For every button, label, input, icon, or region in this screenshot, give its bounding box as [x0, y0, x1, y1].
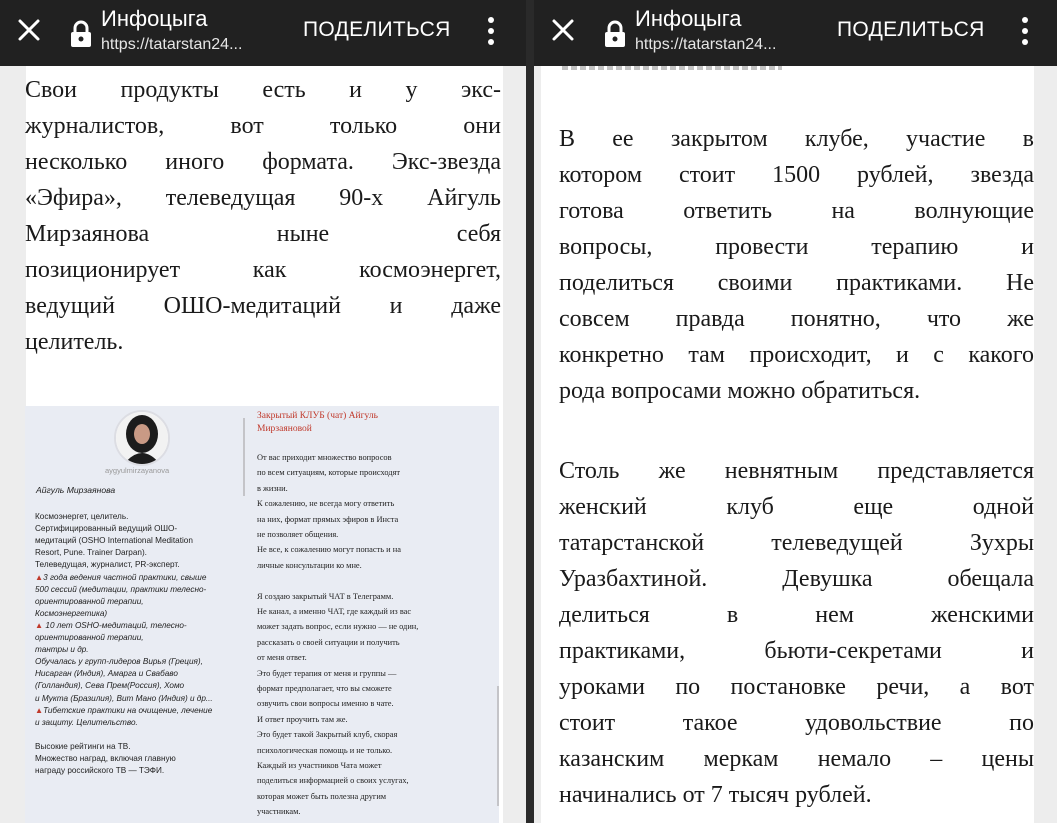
bio-line: Сертифицированный ведущий ОШО- [35, 524, 178, 534]
right-screen [534, 0, 1057, 823]
scrollbar [243, 418, 245, 496]
article-line: позиционирует как космоэнергет, [25, 257, 501, 283]
club-text-line: на них, формат прямых эфиров в Инста [257, 514, 399, 524]
club-text-line: Это будет терапия от меня и группы — [257, 668, 397, 678]
article-line: Мирзаянова ныне себя [25, 221, 501, 247]
username: aygyulmirzayanova [105, 466, 170, 475]
bio-line: Космоэнергетика) [35, 608, 108, 618]
article-line: женский клуб еще одной [559, 494, 1034, 520]
club-text-line: Не все, к сожалению могут попасть и на [257, 545, 401, 555]
lock-icon [602, 20, 628, 48]
browser-toolbar [0, 0, 526, 66]
article-line: ведущий ОШО-медитаций и даже [25, 293, 501, 319]
club-text-line: От вас приходит множество вопросов [257, 453, 392, 462]
bio-line: Нисарган (Индия), Амарга и Свабаво [35, 669, 178, 679]
close-icon[interactable] [548, 15, 578, 45]
club-text-line: озвучить свои вопросы именно в чате. [257, 699, 394, 709]
article-line: совсем правда понятно, что же [559, 306, 1034, 332]
site-url[interactable]: https://tatarstan24... [101, 36, 243, 53]
article-line: журналистов, вот только они [25, 113, 501, 139]
club-text-line: которая может быть полезна другим [257, 791, 387, 801]
article-line: делиться в нем женскими [559, 602, 1034, 628]
share-button[interactable]: ПОДЕЛИТЬСЯ [303, 18, 451, 41]
club-title-line: Закрытый КЛУБ (чат) Айгуль [257, 411, 378, 421]
bio-line: и защиту. Целительство. [35, 717, 138, 727]
club-text-line: участникам. [257, 807, 301, 817]
club-text-line: личные консультации ко мне. [257, 560, 362, 570]
club-text-line: в жизни. [257, 483, 288, 493]
page-margin-right [503, 66, 526, 823]
article-line: начинались от 7 тысяч рублей. [559, 782, 872, 808]
bio-line: Высокие рейтинги на ТВ. [35, 741, 131, 751]
club-text-line: по всем ситуациям, которые происходят [257, 468, 401, 478]
club-text-line: формат предполагает, что вы сможете [257, 684, 392, 693]
article-line: котором стоит 1500 рублей, звезда [559, 162, 1034, 188]
bio-line: Телеведущая, журналист, PR-эксперт. [35, 560, 180, 570]
avatar [114, 410, 170, 466]
article-line: Столь же невнятным представляется [559, 458, 1034, 484]
club-text-line: от меня ответ. [257, 653, 307, 663]
article-line: практиками, бьюти-секретами и [559, 638, 1034, 664]
site-title: Инфоцыга [635, 6, 742, 31]
article-line: несколько иного формата. Экс-звезда [25, 149, 501, 175]
club-text-line: Я создаю закрытый ЧАТ в Телеграмм. [257, 591, 394, 601]
article-line: В ее закрытом клубе, участие в [559, 126, 1034, 152]
club-text-line: Не канал, а именно ЧАТ, где каждый из вас [257, 607, 412, 616]
club-text-line: психологическая помощь и не только. [257, 745, 393, 755]
bio-line: и Мукта (Бразилия), Вит Мано (Индия) и др... [35, 693, 213, 703]
club-text-line: поделиться информацией о своих услугах, [257, 776, 409, 786]
article-line: «Эфира», телеведущая 90-х Айгуль [25, 185, 501, 211]
article-line: казанским меркам немало – цены [559, 746, 1034, 772]
club-title-line: Мирзаяновой [257, 424, 312, 434]
article-line: стоит такое удовольствие по [559, 710, 1034, 736]
site-url[interactable]: https://tatarstan24... [635, 36, 777, 53]
bio-line: Обучалась у групп-лидеров Вирья (Греция), [35, 657, 203, 667]
article-line: Уразбахтиной. Девушка обещала [559, 566, 1034, 592]
lock-icon [68, 20, 94, 48]
cut-off-text [562, 66, 782, 70]
club-text-line: И ответ проучить там же. [257, 714, 348, 724]
bio-line: Resort, Pune. Trainer Darpan). [35, 548, 147, 558]
screen-divider [526, 0, 534, 823]
bio-line: ▲3 года ведения частной практики, свыше [35, 572, 207, 582]
article-line: уроками по постановке речи, а вот [559, 674, 1034, 700]
article-line: рода вопросами можно обратиться. [559, 378, 921, 404]
club-text-line: К сожалению, не всегда могу ответить [257, 499, 395, 509]
club-text-line: может задать вопрос, если нужно — не один, [257, 622, 419, 632]
bio-line: ориентированной терапии, [35, 633, 144, 642]
profile-name: Айгуль Мирзаянова [36, 485, 116, 495]
article-line: татарстанской телеведущей Зухры [559, 530, 1034, 556]
bio-line: Космоэнергет, целитель. [35, 512, 129, 521]
share-button[interactable]: ПОДЕЛИТЬСЯ [837, 18, 985, 41]
embedded-screenshot [25, 406, 499, 823]
bio-line: (Голландия), Сева Прем(Россия), Хомо [35, 681, 185, 691]
bio-line: ▲Тибетские практики на очищение, лечение [35, 705, 213, 715]
article-line: готова ответить на волнующие [559, 198, 1034, 224]
club-text-line: не позволяет общения. [257, 530, 339, 539]
club-text-line: Это будет такой Закрытый клуб, скорая [257, 730, 398, 740]
club-text-line: рассказать о своей ситуации и получить [257, 637, 400, 647]
browser-toolbar [534, 0, 1057, 66]
page-margin-left [0, 66, 26, 823]
article-line: конкретно там происходит, и с какого [559, 342, 1034, 368]
bio-line: медитаций (OSHO International Meditation [35, 536, 193, 546]
left-screen [0, 0, 526, 823]
more-vert-icon[interactable] [480, 14, 502, 48]
page-margin-right [1034, 66, 1057, 823]
article-line: вопросы, провести терапию и [559, 234, 1034, 260]
site-title: Инфоцыга [101, 6, 208, 31]
bio-line: ориентированной терапии, [35, 596, 144, 606]
bio-line: 500 сессий (медитации, практики телесно- [35, 584, 207, 594]
scrollbar [497, 686, 499, 806]
page-margin-left [534, 66, 541, 823]
article-line: Свои продукты есть и у экс- [25, 77, 501, 103]
bio-line: Множество наград, включая главную [35, 754, 176, 763]
bio-line: ▲ 10 лет OSHO-медитаций, телесно- [35, 620, 187, 630]
club-text-line: Каждый из участников Чата может [257, 761, 382, 770]
bio-line: награду российского ТВ — ТЭФИ. [35, 766, 165, 776]
close-icon[interactable] [14, 15, 44, 45]
more-vert-icon[interactable] [1014, 14, 1036, 48]
article-line: целитель. [25, 329, 124, 355]
bio-line: тантры и др. [35, 645, 89, 655]
article-line: поделиться своими практиками. Не [559, 270, 1034, 296]
